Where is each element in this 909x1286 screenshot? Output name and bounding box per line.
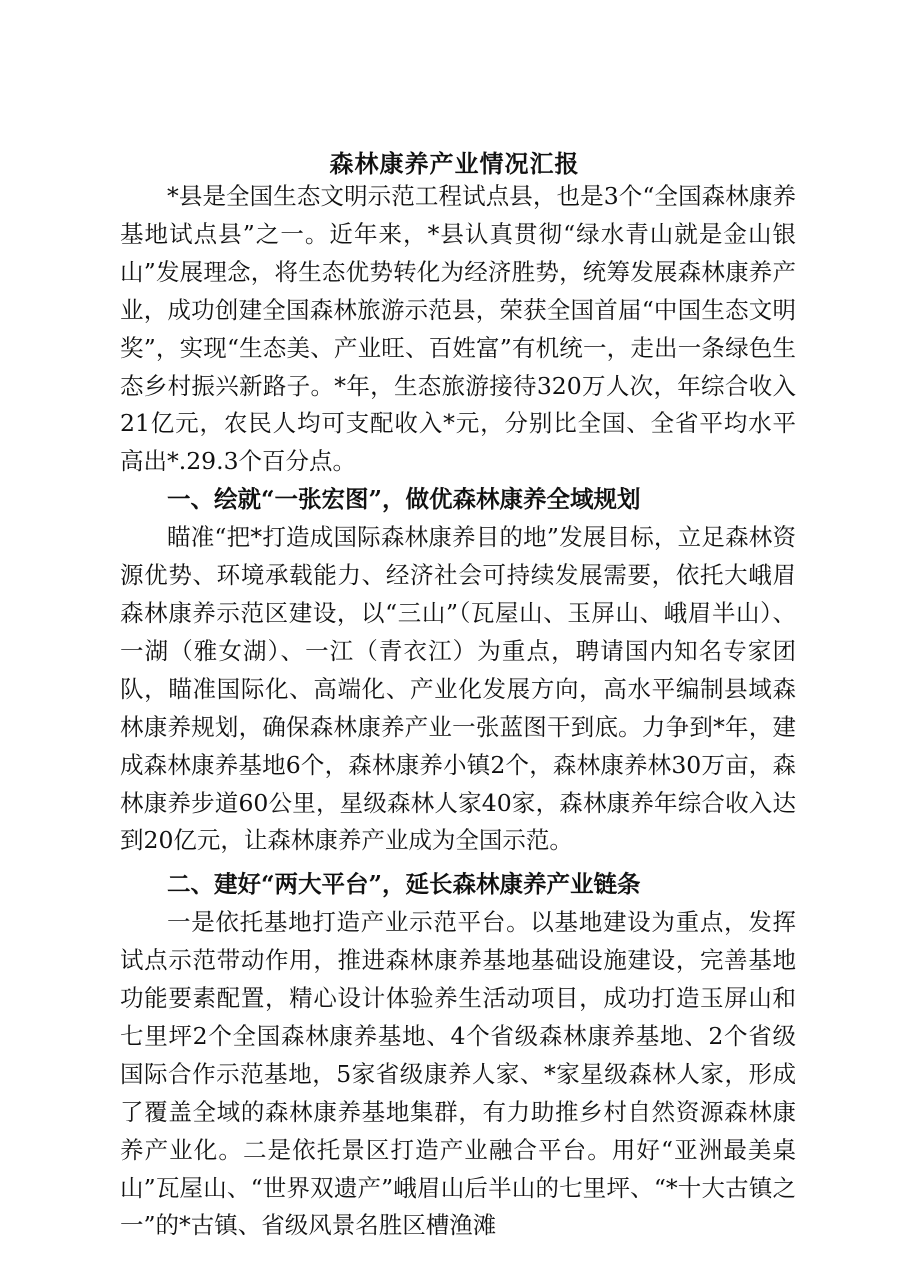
section-1-paragraph: 瞄准“把*打造成国际森林康养目的地”发展目标，立足森林资源优势、环境承载能力、经济社会可持续发展需要，依托大峨眉森林康养示范区建设，以“三山”（瓦屋山、玉屏山、峨眉半山）、一湖（雅女湖）、一江（青衣江）为重点，聘请国内知名专家团队，瞄准国际化、高端化、产业化发展方向，高水平编制县域森林康养规划，确保森林康养产业一张蓝图干到底。力争到*年，建成森林康养基地6个，森林康养小镇2个，森林康养林30万亩，森林康养步道60公里，星级森林人家40家，森林康养年综合收入达到20亿元，让森林康养产业成为全国示范。 — [120, 523, 796, 855]
document-title: 森林康养产业情况汇报 — [329, 149, 580, 178]
document-body — [120, 178, 796, 1245]
section-2-heading: 二、建好“两大平台”，延长森林康养产业链条 — [167, 870, 641, 899]
intro-paragraph: *县是全国生态文明示范工程试点县，也是3个“全国森林康养基地试点县”之一。近年来，*县认真贯彻“绿水青山就是金山银山”发展理念，将生态优势转化为经济胜势，统筹发展森林康养产业，成功创建全国森林旅游示范县，荣获全国首届“中国生态文明奖”，实现“生态美、产业旺、百姓富”有机统一，走出一条绿色生态乡村振兴新路子。*年，生态旅游接待320万人次，年综合收入21亿元，农民人均可支配收入*元，分别比全国、全省平均水平高出*.29.3个百分点。 — [120, 182, 796, 476]
section-2-paragraph: 一是依托基地打造产业示范平台。以基地建设为重点，发挥试点示范带动作用，推进森林康养基地基础设施建设，完善基地功能要素配置，精心设计体验养生活动项目，成功打造玉屏山和七里坪2个全国森林康养基地、4个省级森林康养基地、2个省级国际合作示范基地，5家省级康养人家、*家星级森林人家，形成了覆盖全域的森林康养基地集群，有力助推乡村自然资源森林康养产业化。二是依托景区打造产业融合平台。用好“亚洲最美桌山”瓦屋山、“世界双遗产”峨眉山后半山的七里坪、“*十大古镇之一”的*古镇、省级风景名胜区槽渔滩 — [120, 908, 796, 1240]
section-1-heading: 一、绘就“一张宏图”，做优森林康养全域规划 — [167, 485, 641, 514]
